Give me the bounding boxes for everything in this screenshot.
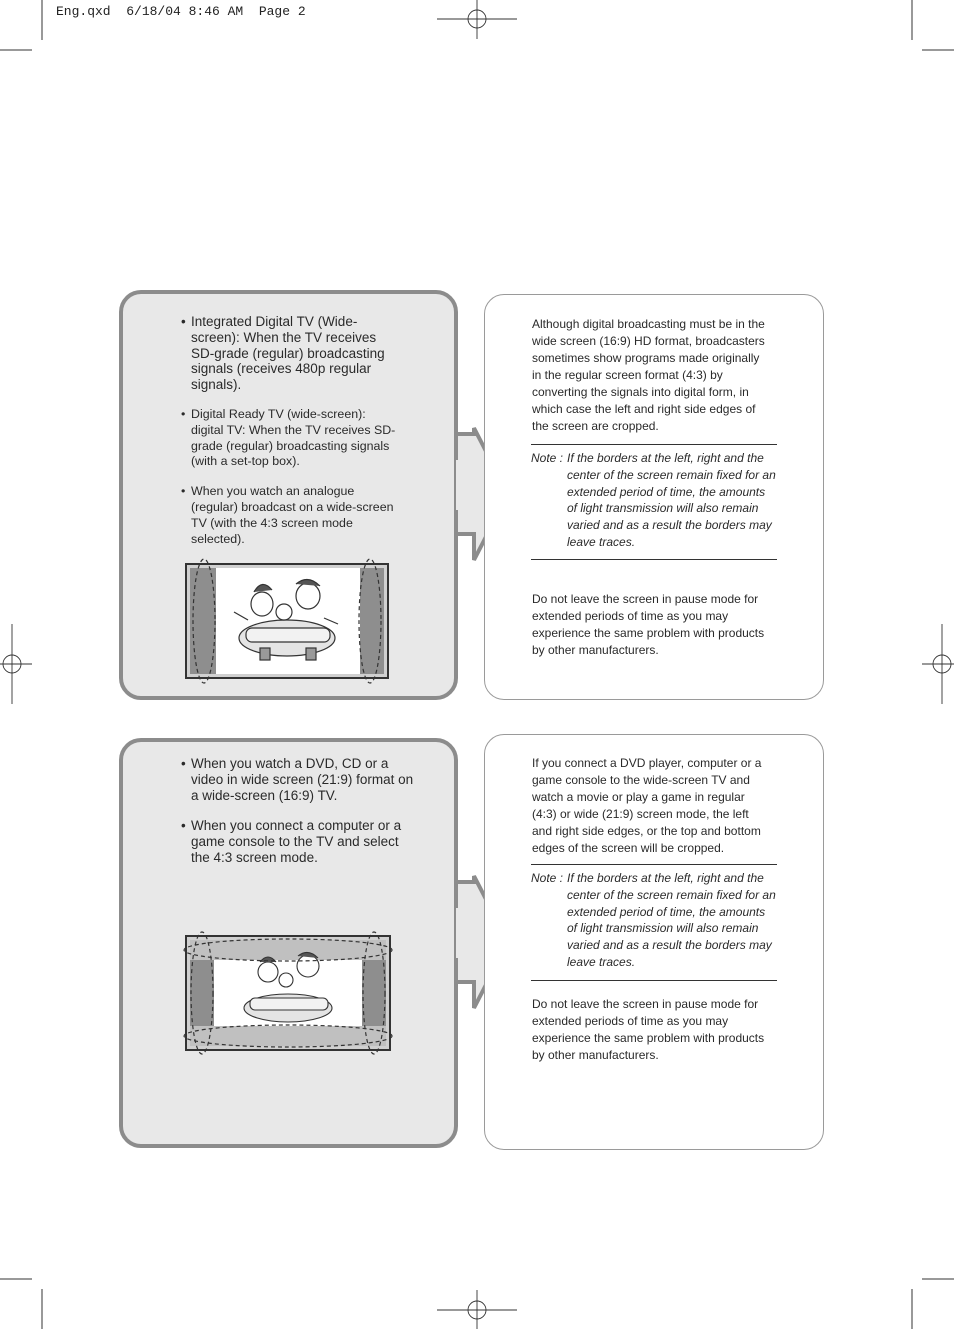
section1-bullet-list [181, 314, 396, 561]
section2-explanation: If you connect a DVD player, computer or a game console to the wide-screen TV and watch a movie or play a game in regular (4:3) or wide (21:9) screen mode, the left and right side edges, or the top and bottom edges of the screen will be cropped. [532, 756, 762, 855]
section1-explanation: Although digital broadcasting must be in the wide screen (16:9) HD format, broadcasters sometimes show programs made originally in the regular screen format (4:3) by converting the signals into digital form, in which case the left and right side edges of the screen are cropped. [532, 317, 765, 433]
bullet-dvd-wide-screen: • When you watch a DVD, CD or a video in wide screen (21:9) format on a wide-screen (16:9) TV. [181, 756, 417, 804]
registration-mark-icon [922, 624, 954, 704]
bullet-integrated-digital-tv: • Integrated Digital TV (Wide-screen): When the TV receives SD-grade (regular) broadcasting signals (receives 480p regular signals). [181, 314, 396, 393]
registration-mark-icon [0, 624, 32, 704]
tv-illustration-icon [184, 558, 392, 688]
note-label: Note : [531, 871, 564, 885]
registration-mark-icon [437, 1290, 517, 1329]
tv-illustration-icon [180, 930, 396, 1058]
section2-pause-warning: Do not leave the screen in pause mode for extended periods of time as you may experience the same problem with products by other manufacturers. [532, 997, 765, 1062]
section1-pause-warning: Do not leave the screen in pause mode for extended periods of time as you may experience the same problem with products by other manufacturers. [532, 592, 765, 657]
bullet-computer-game-console: • When you connect a computer or a game console to the TV and select the 4:3 screen mode. [181, 818, 417, 866]
note-label: Note : [531, 451, 564, 465]
section2-note [531, 864, 777, 981]
bullet-analogue-broadcast: • When you watch an analogue (regular) broadcast on a wide-screen TV (with the 4:3 screen mode selected). [181, 484, 396, 547]
note-text: If the borders at the left, right and the center of the screen remain fixed for an extended period of time, the amounts of light transmission will also remain varied and as a result the borders may leave traces. [567, 871, 776, 969]
file-slug: Eng.qxd 6/18/04 8:46 AM Page 2 [56, 4, 306, 19]
note-text: If the borders at the left, right and the center of the screen remain fixed for an extended period of time, the amounts of light transmission will also remain varied and as a result the borders may leave traces. [567, 451, 776, 549]
registration-mark-icon [437, 0, 517, 39]
bullet-digital-ready-tv: • Digital Ready TV (wide-screen): digital TV: When the TV receives SD-grade (regular) broadcasting signals (with a set-top box). [181, 407, 396, 470]
section1-note [531, 444, 777, 560]
section2-bullet-list [181, 756, 417, 880]
